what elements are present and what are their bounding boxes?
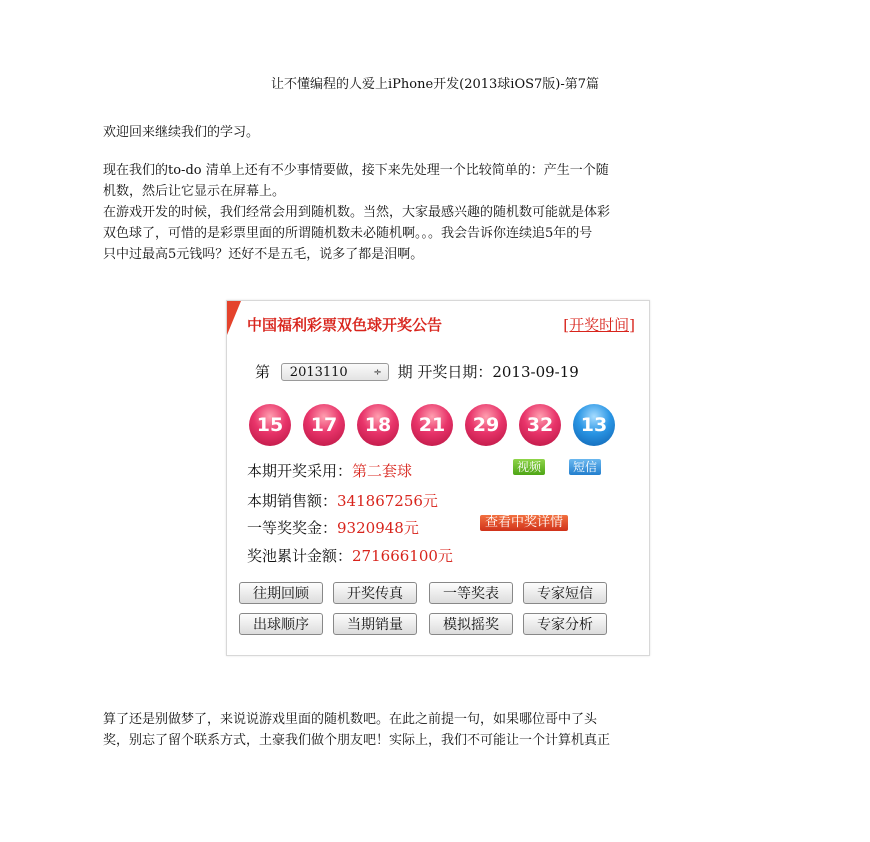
- blue-ball: 13: [573, 404, 615, 446]
- paragraph-closing: [103, 709, 783, 751]
- issue-row: [255, 361, 579, 382]
- text-line: 算了还是别做梦了，来说说游戏里面的随机数吧。在此之前提一句，如果哪位哥中了头: [103, 712, 598, 727]
- sales-value: 341867256元: [337, 492, 438, 510]
- past-draws-button[interactable]: 往期回顾: [239, 582, 323, 604]
- text-line: 奖，别忘了留个联系方式，土豪我们做个朋友吧！实际上，我们不可能让一个计算机真正: [103, 733, 611, 748]
- video-tag[interactable]: 视频: [513, 459, 545, 475]
- first-prize-table-button[interactable]: 一等奖表: [429, 582, 513, 604]
- red-ball: 18: [357, 404, 399, 446]
- simulate-draw-button[interactable]: 模拟摇奖: [429, 613, 513, 635]
- issue-select[interactable]: [281, 363, 389, 381]
- text-line: 机数，然后让它显示在屏幕上。: [103, 184, 286, 199]
- ball-order-button[interactable]: 出球顺序: [239, 613, 323, 635]
- sales-row: [247, 490, 438, 511]
- ball-set-value: 第二套球: [352, 462, 413, 480]
- draw-time-link[interactable]: [开奖时间]: [563, 316, 635, 334]
- stepper-arrows-icon: ÷: [373, 366, 382, 378]
- paragraph-random-intro: [103, 160, 783, 265]
- pool-row: [247, 545, 453, 566]
- view-details-button[interactable]: 查看中奖详情: [480, 515, 568, 531]
- red-ball: 15: [249, 404, 291, 446]
- ball-set-row: [247, 460, 412, 481]
- issue-value: 2013110: [289, 364, 348, 380]
- pool-label: 奖池累计金额：: [247, 547, 353, 565]
- issue-prefix: 第: [255, 363, 271, 381]
- text-line: 只中过最高5元钱吗？还好不是五毛，说多了都是泪啊。: [103, 247, 424, 262]
- paragraph-intro: 欢迎回来继续我们的学习。: [103, 125, 260, 140]
- sales-label: 本期销售额：: [247, 492, 338, 510]
- first-prize-row: [247, 517, 419, 538]
- draw-fax-button[interactable]: 开奖传真: [333, 582, 417, 604]
- red-ball: 32: [519, 404, 561, 446]
- red-ball: 17: [303, 404, 345, 446]
- text-line: 在游戏开发的时候，我们经常会用到随机数。当然，大家最感兴趣的随机数可能就是体彩: [103, 205, 611, 220]
- ball-set-label: 本期开奖采用：: [247, 462, 353, 480]
- first-prize-label: 一等奖奖金：: [247, 519, 338, 537]
- red-ball: 29: [465, 404, 507, 446]
- text-line: 双色球了，可惜的是彩票里面的所谓随机数未必随机啊。。。我会告诉你连续追5年的号: [103, 226, 593, 241]
- current-sales-button[interactable]: 当期销量: [333, 613, 417, 635]
- corner-ribbon: [227, 301, 241, 335]
- expert-sms-button[interactable]: 专家短信: [523, 582, 607, 604]
- expert-analysis-button[interactable]: 专家分析: [523, 613, 607, 635]
- text-line: 现在我们的to-do 清单上还有不少事情要做，接下来先处理一个比较简单的：产生一个随: [103, 163, 609, 178]
- widget-title: 中国福利彩票双色球开奖公告: [247, 316, 443, 334]
- sms-tag[interactable]: 短信: [569, 459, 601, 475]
- pool-value: 271666100元: [352, 547, 453, 565]
- lottery-widget: [226, 300, 650, 656]
- document-title: 让不懂编程的人爱上iPhone开发(2013球iOS7版)-第7篇: [270, 77, 600, 92]
- first-prize-value: 9320948元: [337, 519, 419, 537]
- draw-date: 期 开奖日期：2013-09-19: [397, 363, 579, 381]
- red-ball: 21: [411, 404, 453, 446]
